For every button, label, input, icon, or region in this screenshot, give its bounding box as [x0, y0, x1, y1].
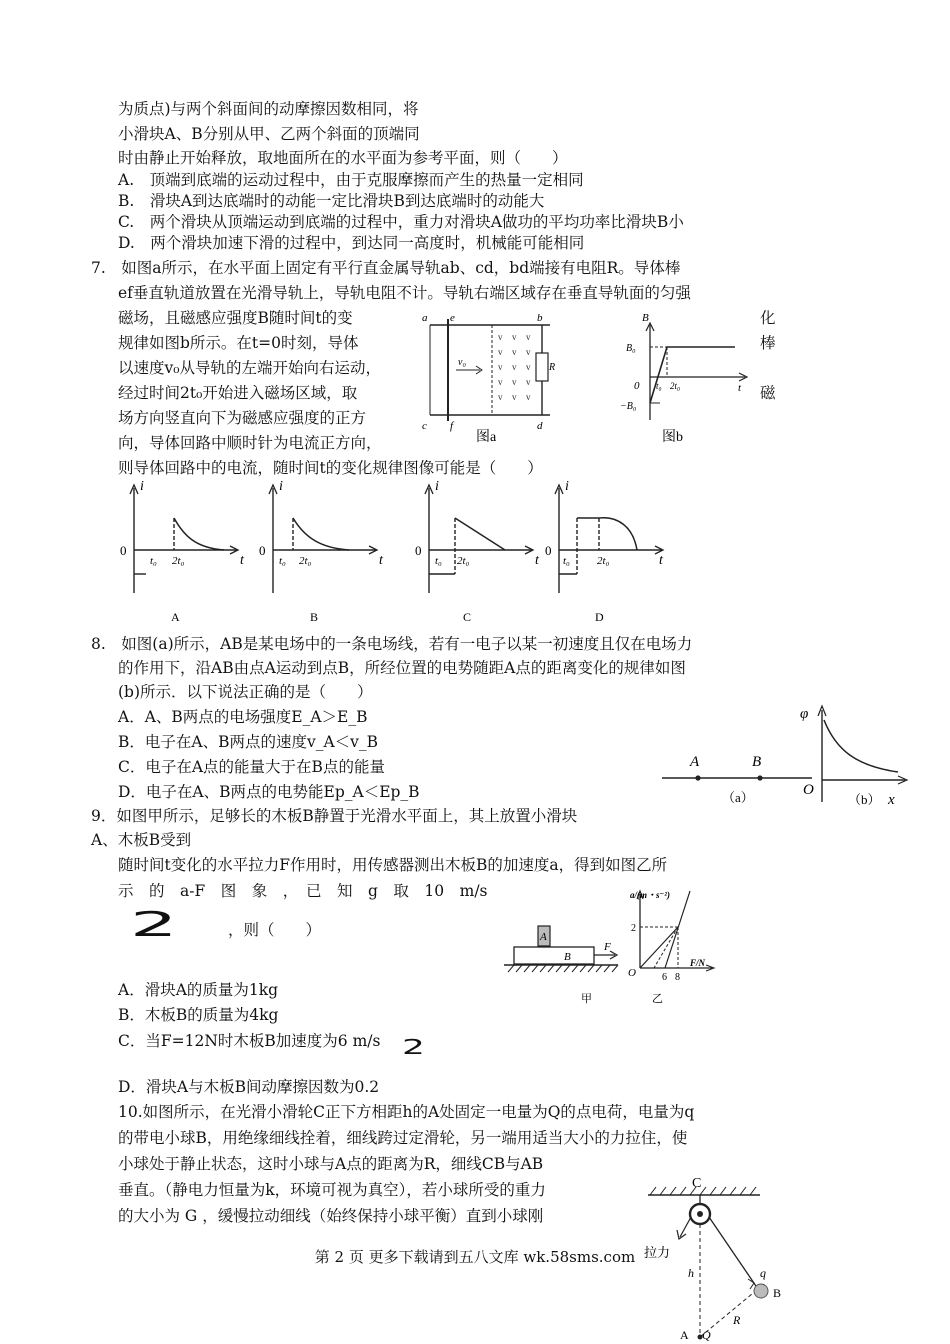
- q7b-label-B0: B₀: [626, 343, 636, 354]
- q7-line-6: 经过时间2t₀开始进入磁场区域，取: [118, 384, 358, 402]
- svg-text:v: v: [498, 347, 503, 357]
- q7-line-2: ef垂直轨道放置在光滑导轨上，导轨电阻不计。导轨右端区域存在垂直导轨面的匀强: [118, 284, 691, 302]
- q7b-label-t: t: [738, 382, 742, 394]
- q9-line-3: 随时间t变化的水平拉力F作用时，用传感器测出木板B的加速度a，得到如图乙所: [118, 856, 668, 874]
- q6-option-c: C. 两个滑块从顶端运动到底端的过程中，重力对滑块A做功的平均功率比滑块B小: [118, 213, 684, 231]
- q10-label-b: B: [773, 1286, 782, 1300]
- q7a-label-r: R: [549, 362, 556, 373]
- q7-choice-b-graph: [259, 479, 384, 624]
- q7-choice-c-2t0: 2t₀: [457, 555, 470, 567]
- q7-choice-a-graph: [120, 479, 245, 624]
- q9-jia-label-a: A: [540, 931, 547, 943]
- q7-choice-a-origin: 0: [120, 543, 127, 558]
- svg-text:v: v: [512, 377, 517, 387]
- q7b-label-minus-B0: −B₀: [620, 401, 637, 412]
- svg-text:v: v: [498, 362, 503, 372]
- svg-text:v: v: [526, 332, 531, 342]
- q7-choice-c-letter: C: [463, 610, 472, 624]
- q8-line-3: (b)所示．以下说法正确的是（ ）: [118, 683, 373, 701]
- q9-line-2: A、木板B受到: [91, 831, 192, 849]
- q8-label-b: B: [752, 754, 762, 770]
- q6-option-b: B. 滑块A到达底端时的动能一定比滑块B到达底端时的动能大: [118, 192, 545, 210]
- svg-text:v: v: [498, 392, 503, 402]
- q7-choice-d-t: t: [659, 553, 663, 568]
- q8-label-a: A: [690, 754, 700, 770]
- q7-choice-d-2t0: 2t₀: [597, 555, 610, 567]
- q7-figure-a: [420, 305, 560, 445]
- page-footer: 第 2 页 更多下载请到五八文库 wk.58sms.com: [314, 1248, 636, 1266]
- q8-label-phi: φ: [800, 706, 809, 722]
- q6-line-3: 时由静止开始释放，取地面所在的水平面为参考平面，则（ ）: [118, 149, 568, 167]
- q10-label-qcharge: Q: [702, 1328, 711, 1342]
- q7-choice-a-letter: A: [171, 610, 180, 624]
- q7-choice-c-i: i: [435, 479, 439, 494]
- q7-choice-d-t0: t₀: [563, 555, 570, 567]
- q9-line-4: 示 的 a-F 图 象 ， 已 知 g 取 10 m/s: [118, 882, 488, 900]
- q7-choice-d-i: i: [565, 479, 569, 494]
- q7b-label-2t0: 2t₀: [670, 381, 681, 391]
- q7-choice-d-letter: D: [595, 610, 604, 624]
- q10-line-4: 垂直。（静电力恒量为k，环境可视为真空），若小球所受的重力: [118, 1181, 546, 1199]
- q7-right-word-1: 化: [760, 309, 776, 327]
- q7-line-9: 则导体回路中的电流，随时间t的变化规律图像可能是（ ）: [118, 459, 543, 477]
- q10-line-1: 10.如图所示，在光滑小滑轮C正下方相距h的A处固定一电量为Q的点电荷，电量为q: [118, 1103, 695, 1121]
- q7-figure-b: [620, 305, 760, 445]
- q9-line-5: ，则（ ）: [228, 921, 322, 939]
- q8-line-1: 8. 如图(a)所示，AB是某电场中的一条电场线，若有一电子以某一初速度且仅在电场力: [91, 635, 693, 653]
- q7a-label-c: c: [422, 420, 427, 432]
- q7-choice-a-2t0: 2t₀: [172, 555, 185, 567]
- svg-text:v: v: [512, 347, 517, 357]
- q7a-label-d: d: [537, 420, 543, 432]
- q7-choice-a-t: t: [240, 553, 244, 568]
- q9-jia-label-f: F: [604, 941, 611, 953]
- q9-yi-ylabel: a/(m・s⁻²): [630, 890, 670, 900]
- svg-text:v: v: [512, 362, 517, 372]
- q7a-label-a: a: [422, 312, 428, 324]
- svg-text:v: v: [498, 332, 503, 342]
- q9-line-1: 9．如图甲所示，足够长的木板B静置于光滑水平面上，其上放置小滑块: [91, 807, 578, 825]
- q8-label-x: x: [888, 792, 895, 808]
- q9-yi-xlabel: F/N: [690, 958, 706, 968]
- q9-option-b: B．木板B的质量为4kg: [118, 1006, 279, 1024]
- q7-choice-b-t0: t₀: [279, 555, 286, 567]
- q6-line-2: 小滑块A、B分别从甲、乙两个斜面的顶端同: [118, 125, 420, 143]
- q9-yi-tick-2: 2: [631, 923, 636, 934]
- q8-option-b: B．电子在A、B两点的速度v_A＜v_B: [118, 733, 379, 751]
- q7-line-5: 以速度v₀从导轨的左端开始向右运动，: [118, 359, 381, 377]
- q9-yi-tick-8: 8: [675, 972, 680, 983]
- q7a-label-v0: v₀: [458, 357, 466, 368]
- q7a-label-b: b: [537, 312, 543, 324]
- q7-choice-a-i: i: [140, 479, 144, 494]
- q10-label-h: h: [688, 1266, 694, 1280]
- q8-line-2: 的作用下，沿AB由点A运动到点B，所经位置的电势随距A点的距离变化的规律如图: [118, 659, 686, 677]
- q7-choice-c-t0: t₀: [435, 555, 442, 567]
- q9-yi-tick-6: 6: [662, 972, 667, 983]
- q7-choice-c-graph: [415, 479, 540, 624]
- q9-figure-yi: [622, 886, 732, 1006]
- q9-option-d: D．滑块A与木板B间动摩擦因数为0.2: [118, 1078, 380, 1096]
- q7-line-4: 规律如图b所示。在t=0时刻，导体: [118, 334, 359, 352]
- q9-yi-origin: O: [628, 967, 636, 979]
- q7-line-3: 磁场，且磁感应强度B随时间t的变: [118, 309, 353, 327]
- q9-option-a: A．滑块A的质量为1kg: [118, 981, 279, 999]
- svg-text:v: v: [512, 392, 517, 402]
- q7-line-8: 向，导体回路中顺时针为电流正方向，: [118, 434, 382, 452]
- q8-caption-b: （b）: [848, 792, 881, 807]
- q7-choice-d-origin: 0: [545, 543, 552, 558]
- svg-text:v: v: [526, 347, 531, 357]
- q9-jia-label-b: B: [564, 951, 571, 963]
- q6-line-1: 为质点)与两个斜面间的动摩擦因数相同，将: [118, 100, 419, 118]
- q7-choice-b-origin: 0: [259, 543, 266, 558]
- q7b-label-B: B: [642, 312, 649, 324]
- svg-text:v: v: [526, 362, 531, 372]
- q9-yi-caption: 乙: [652, 993, 663, 1005]
- q7b-caption: 图b: [662, 430, 683, 445]
- svg-text:v: v: [498, 377, 503, 387]
- q7b-label-t0: t₀: [656, 381, 662, 391]
- q10-label-pull: 拉力: [644, 1245, 671, 1260]
- q10-line-5: 的大小为 G ，缓慢拉动细线（始终保持小球平衡）直到小球刚: [118, 1207, 544, 1225]
- q7-line-1: 7. 如图a所示，在水平面上固定有平行直金属导轨ab、cd，bd端接有电阻R。导体棒: [91, 259, 681, 277]
- q9-figure-jia: [500, 920, 630, 1010]
- q10-label-a: A: [680, 1328, 689, 1342]
- q8-caption-a: （a）: [722, 790, 754, 805]
- q8-option-c: C．电子在A点的能量大于在B点的能量: [118, 758, 385, 776]
- q7a-label-f: f: [450, 420, 454, 432]
- q10-line-3: 小球处于静止状态，这时小球与A点的距离为R，细线CB与AB: [118, 1155, 544, 1173]
- q9-big-superscript-2: 2: [130, 905, 178, 945]
- q7-choice-d-graph: [545, 479, 664, 624]
- q7-choice-b-2t0: 2t₀: [299, 555, 312, 567]
- q7-line-7: 场方向竖直向下为磁感应强度的正方: [118, 409, 367, 427]
- q6-option-a: A. 顶端到底端的运动过程中，由于克服摩擦而产生的热量一定相同: [118, 171, 584, 189]
- svg-text:v: v: [526, 377, 531, 387]
- q9-small-superscript-2: 2: [402, 1035, 425, 1059]
- q7a-label-e: e: [450, 312, 455, 324]
- q7-choice-b-t: t: [379, 553, 383, 568]
- q7a-caption: 图a: [476, 430, 497, 445]
- q10-label-c: C: [692, 1176, 702, 1191]
- q10-label-r: R: [733, 1313, 741, 1327]
- q7-choice-b-i: i: [279, 479, 283, 494]
- q7-right-word-2: 棒: [760, 334, 776, 352]
- q7-choice-c-origin: 0: [415, 543, 422, 558]
- svg-text:v: v: [512, 332, 517, 342]
- q8-label-o: O: [803, 782, 814, 798]
- q7-choice-c-t: t: [535, 553, 539, 568]
- q7-choice-b-letter: B: [310, 610, 319, 624]
- q9-jia-caption: 甲: [581, 993, 592, 1005]
- q7-choice-graphs: [112, 478, 672, 628]
- q10-label-q: q: [760, 1266, 766, 1280]
- q10-line-2: 的带电小球B，用绝缘细线拴着，细线跨过定滑轮，另一端用适当大小的力拉住，使: [118, 1129, 688, 1147]
- q9-option-c: C．当F=12N时木板B加速度为6 m/s: [118, 1032, 381, 1050]
- q8-figure: [660, 700, 920, 810]
- q7-choice-a-t0: t₀: [150, 555, 157, 567]
- q7b-label-origin: 0: [634, 380, 640, 392]
- q7-right-word-3: 磁: [760, 384, 776, 402]
- q8-option-d: D．电子在A、B两点的电势能Ep_A＜Ep_B: [118, 783, 420, 801]
- q8-option-a: A．A、B两点的电场强度E_A＞E_B: [118, 708, 368, 726]
- q6-option-d: D. 两个滑块加速下滑的过程中，到达同一高度时，机械能可能相同: [118, 234, 585, 252]
- svg-text:v: v: [526, 392, 531, 402]
